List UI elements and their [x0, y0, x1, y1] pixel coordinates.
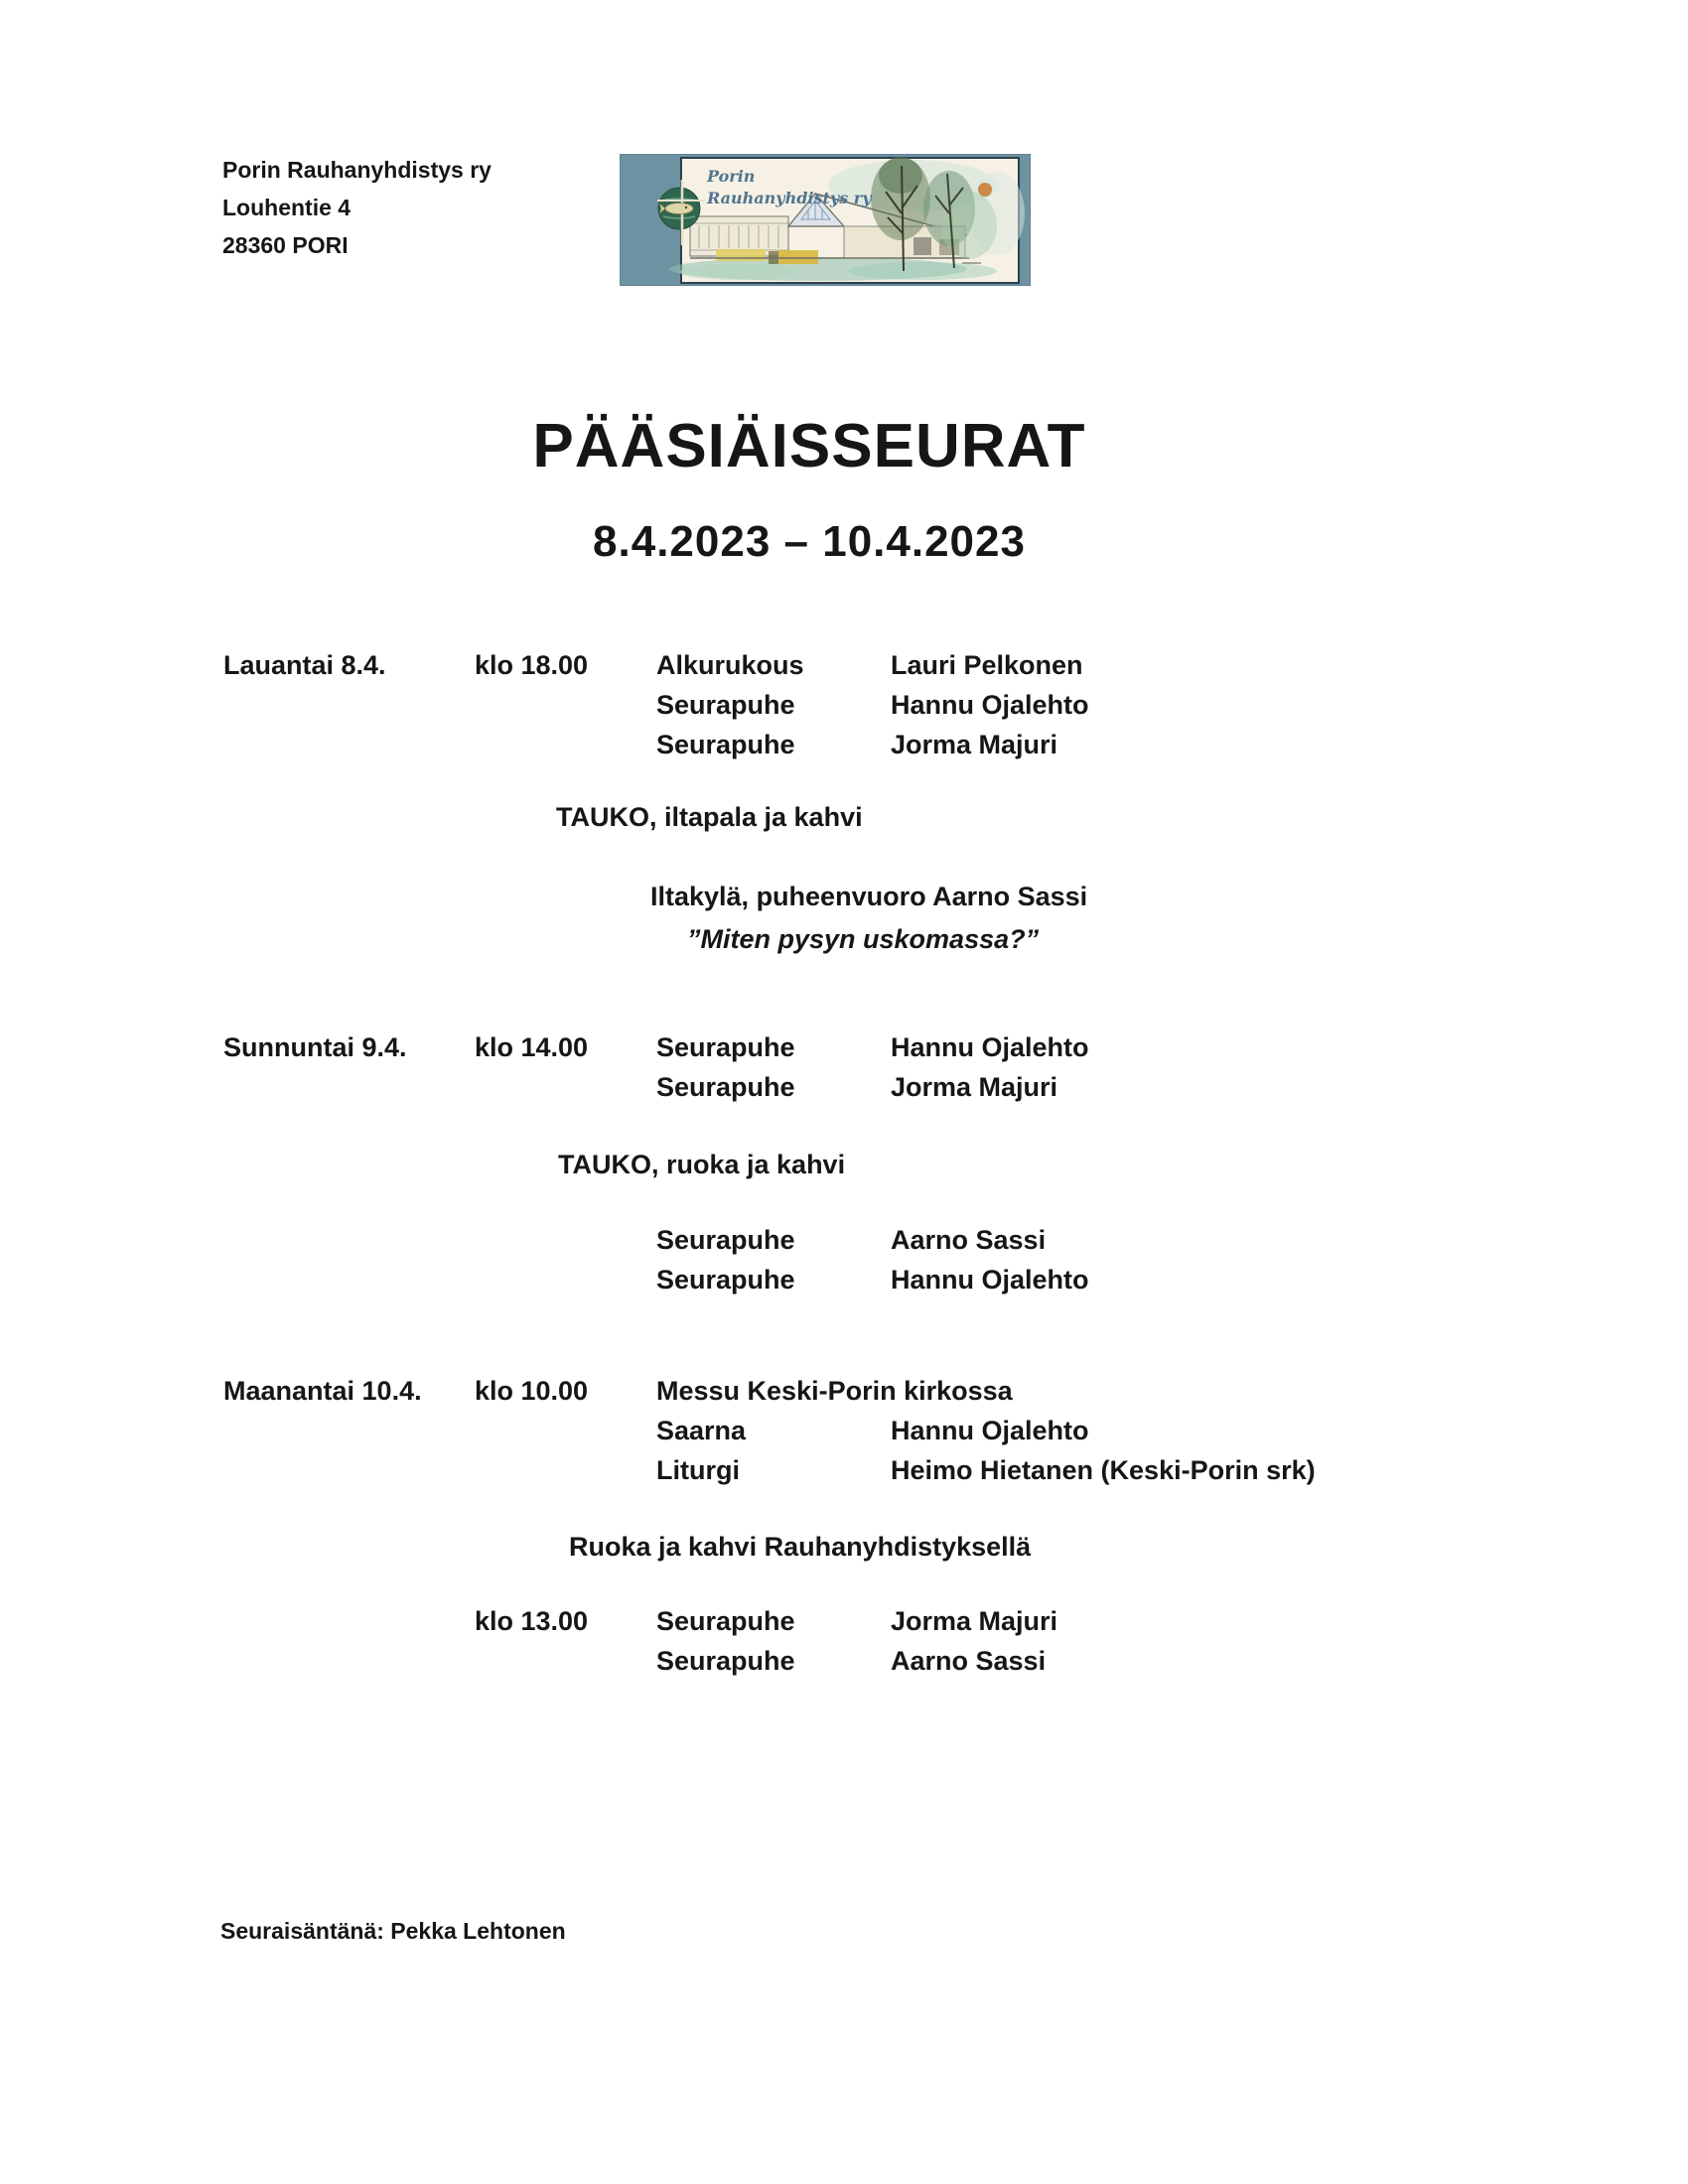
- event-label: Seurapuhe: [656, 1072, 795, 1102]
- org-name: Porin Rauhanyhdistys ry: [222, 157, 492, 183]
- event-label: Liturgi: [656, 1455, 740, 1485]
- day-label-monday: Maanantai 10.4.: [223, 1376, 422, 1406]
- evening-program-line: Iltakylä, puheenvuoro Aarno Sassi: [650, 882, 1088, 911]
- event-label: Seurapuhe: [656, 1265, 795, 1295]
- speaker-name: Heimo Hietanen (Keski-Porin srk): [891, 1455, 1316, 1485]
- logo-script-line2: Rauhanyhdistys ry: [707, 189, 872, 207]
- speaker-name: Lauri Pelkonen: [891, 650, 1083, 680]
- speaker-name: Hannu Ojalehto: [891, 1032, 1089, 1062]
- postal-address: 28360 PORI: [222, 232, 349, 258]
- schedule-row: [0, 1070, 1688, 1110]
- schedule-row: [0, 1030, 1688, 1070]
- schedule-row: [0, 728, 1688, 767]
- time-label: klo 18.00: [475, 650, 589, 680]
- schedule-row: [0, 688, 1688, 728]
- logo-script-line1: Porin: [707, 167, 756, 186]
- time-label: klo 10.00: [475, 1376, 589, 1406]
- event-label: Seurapuhe: [656, 1032, 795, 1062]
- speaker-name: Hannu Ojalehto: [891, 1265, 1089, 1295]
- grass-wash-left: [679, 264, 798, 280]
- schedule-row: [0, 1644, 1688, 1684]
- speaker-name: Jorma Majuri: [891, 730, 1058, 759]
- schedule-row: [0, 1604, 1688, 1644]
- fish-eye: [685, 206, 687, 208]
- event-label: Seurapuhe: [656, 1225, 795, 1255]
- organisation-logo: [620, 154, 1031, 286]
- fish-icon: [665, 204, 693, 214]
- day-label-sunday: Sunnuntai 9.4.: [223, 1032, 407, 1062]
- schedule-row: [0, 1374, 1688, 1414]
- building-dark-windows-1: [914, 237, 931, 255]
- break-line-monday: Ruoka ja kahvi Rauhanyhdistyksellä: [569, 1532, 1032, 1562]
- event-label: Seurapuhe: [656, 690, 795, 720]
- grass-wash-right: [848, 262, 997, 280]
- speaker-name: Aarno Sassi: [891, 1646, 1047, 1676]
- break-line-saturday: TAUKO, iltapala ja kahvi: [556, 802, 863, 832]
- building-yellow-windows: [716, 249, 766, 261]
- event-label: Alkurukous: [656, 650, 804, 680]
- schedule-row: [0, 648, 1688, 688]
- schedule-row: [0, 1414, 1688, 1453]
- schedule-row: [0, 1263, 1688, 1302]
- event-label: Saarna: [656, 1416, 747, 1445]
- host-line: Seuraisäntänä: Pekka Lehtonen: [220, 1918, 566, 1944]
- event-label: Seurapuhe: [656, 730, 795, 759]
- evening-quote: ”Miten pysyn uskomassa?”: [687, 924, 1040, 954]
- schedule-row: [0, 1453, 1688, 1493]
- date-range: 8.4.2023 – 10.4.2023: [593, 517, 1026, 566]
- time-label: klo 14.00: [475, 1032, 589, 1062]
- street-address: Louhentie 4: [222, 195, 352, 220]
- speaker-name: Jorma Majuri: [891, 1606, 1058, 1636]
- speaker-name: Hannu Ojalehto: [891, 690, 1089, 720]
- schedule-row: [0, 1223, 1688, 1263]
- day-label-saturday: Lauantai 8.4.: [223, 650, 386, 680]
- building-yellow-door-band: [778, 250, 818, 264]
- event-label: Seurapuhe: [656, 1646, 795, 1676]
- event-label: Seurapuhe: [656, 1606, 795, 1636]
- sun-icon: [978, 183, 992, 197]
- event-label: Messu Keski-Porin kirkossa: [656, 1376, 1013, 1406]
- speaker-name: Hannu Ojalehto: [891, 1416, 1089, 1445]
- page-title: PÄÄSIÄISSEURAT: [532, 412, 1086, 480]
- speaker-name: Aarno Sassi: [891, 1225, 1047, 1255]
- time-label: klo 13.00: [475, 1606, 589, 1636]
- break-line-sunday: TAUKO, ruoka ja kahvi: [558, 1150, 846, 1179]
- speaker-name: Jorma Majuri: [891, 1072, 1058, 1102]
